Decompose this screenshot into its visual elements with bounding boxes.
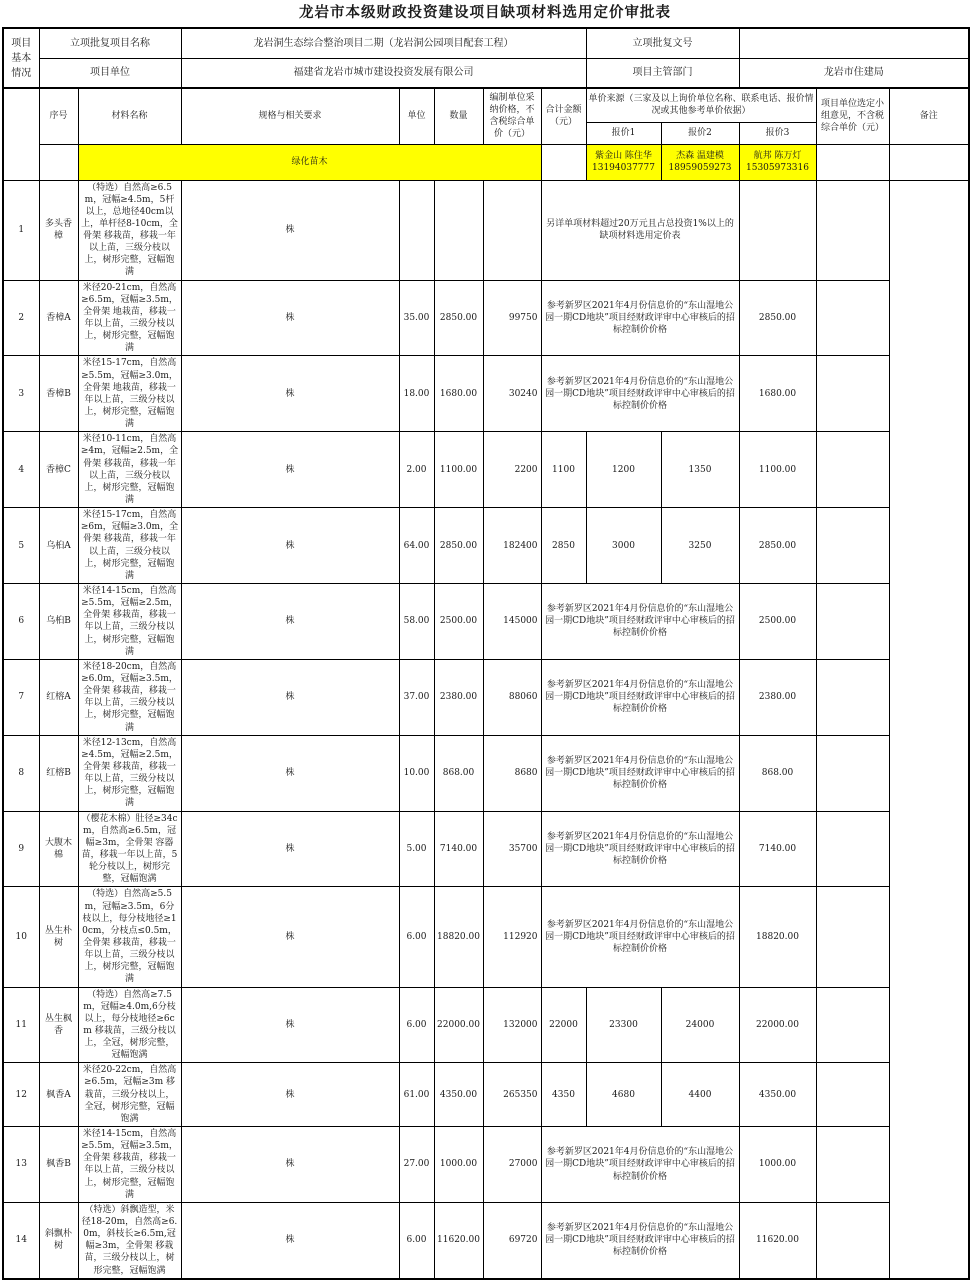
- cell-remark: [816, 1202, 889, 1278]
- approval-doc-no-label: 立项批复文号: [586, 28, 739, 58]
- quote1-contact-cell: [586, 144, 661, 180]
- cell-seq: 7: [3, 659, 39, 735]
- cell-quote3: 1350: [661, 432, 739, 508]
- col-header-quote3: 报价3: [739, 122, 816, 144]
- cell-opinion: 1000.00: [739, 1127, 816, 1203]
- cell-qty: 61.00: [399, 1063, 434, 1127]
- cell-remark: [816, 1127, 889, 1203]
- cell-unit: 株: [181, 584, 399, 660]
- cell-quote2: 3000: [586, 508, 661, 584]
- competent-dept-label: 项目主管部门: [586, 58, 739, 88]
- cell-seq: 14: [3, 1202, 39, 1278]
- cell-total: 88060: [483, 659, 541, 735]
- cell-unit: 株: [181, 356, 399, 432]
- cell-quote1: 2850: [541, 508, 586, 584]
- cell-opinion: [739, 180, 816, 280]
- cell-opinion: 1680.00: [739, 356, 816, 432]
- cell-spec: 米径14-15cm，自然高≥5.5m，冠幅≥2.5m，全骨架 移栽苗，移栽一年以上苗，三级分枝以上，树形完整，冠幅饱满: [78, 584, 181, 660]
- cell-opinion: 7140.00: [739, 811, 816, 887]
- table-header-row: [3, 88, 969, 122]
- cell-quote2: 4680: [586, 1063, 661, 1127]
- material-row: [3, 987, 969, 1063]
- quote2-contact-phone: 18959059273: [668, 163, 732, 173]
- cell-seq: 5: [3, 508, 39, 584]
- quote3-contact-name: 航邦 陈万灯: [753, 150, 802, 161]
- cell-total: 27000: [483, 1127, 541, 1203]
- cell-spec: 米径15-17cm，自然高≥5.5m，冠幅≥3.0m，全骨架 地栽苗，移栽一年以上苗，三级分枝以上，树形完整，冠幅饱满: [78, 356, 181, 432]
- col-header-spec: 规格与相关要求: [181, 88, 399, 144]
- cell-unit: 株: [181, 811, 399, 887]
- basic-info-row-1: [3, 28, 969, 58]
- material-row: [3, 280, 969, 356]
- cell-total: 99750: [483, 280, 541, 356]
- cell-spec: 米径15-17cm，自然高≥6m，冠幅≥3.0m，全骨架 移栽苗，移栽一年以上苗，三级分枝以上，树形完整，冠幅饱满: [78, 508, 181, 584]
- cell-opinion: 2380.00: [739, 659, 816, 735]
- cell-spec: 米径10-11cm，自然高≥4m，冠幅≥2.5m，全骨架 移栽苗，移栽一年以上苗，三级分枝以上，树形完整，冠幅饱满: [78, 432, 181, 508]
- col-header-total: 合计金额（元）: [541, 88, 586, 144]
- approval-doc-no-value: [739, 28, 969, 58]
- cell-opinion: 22000.00: [739, 987, 816, 1063]
- col-header-source: 单价来源（三家及以上询价单位名称、联系电话、报价情况或其他参考单价依据）: [586, 88, 816, 122]
- cell-qty: 64.00: [399, 508, 434, 584]
- cell-unit: 株: [181, 1202, 399, 1278]
- cell-seq: 12: [3, 1063, 39, 1127]
- cell-price-source: 参考新罗区2021年4月份信息价的“东山湿地公园一期CD地块”项目经财政评审中心审核后的招标控制价价格: [541, 659, 739, 735]
- col-header-seq: 序号: [39, 88, 78, 144]
- cell-remark: [816, 1063, 889, 1127]
- cell-opinion: 868.00: [739, 735, 816, 811]
- cell-quote3: 4400: [661, 1063, 739, 1127]
- cell-quote1: 4350: [541, 1063, 586, 1127]
- material-row: [3, 1063, 969, 1127]
- cell-opinion: 2850.00: [739, 280, 816, 356]
- cell-total: 30240: [483, 356, 541, 432]
- cell-material-name: 乌桕B: [39, 584, 78, 660]
- cell-unit: 株: [181, 432, 399, 508]
- material-row: [3, 180, 969, 280]
- cell-price-source: 参考新罗区2021年4月份信息价的“东山湿地公园一期CD地块”项目经财政评审中心审核后的招标控制价价格: [541, 1127, 739, 1203]
- cell-total: 112920: [483, 887, 541, 987]
- cell-qty: 27.00: [399, 1127, 434, 1203]
- quote3-contact-phone: 15305973316: [746, 163, 809, 173]
- material-row: [3, 584, 969, 660]
- cell-unit: 株: [181, 735, 399, 811]
- project-name-value: 龙岩洞生态综合整治项目二期（龙岩洞公园项目配套工程）: [181, 28, 586, 58]
- col-header-opinion: 项目单位选定小组意见，不含税综合单价（元）: [816, 88, 889, 144]
- project-unit-label: 项目单位: [39, 58, 181, 88]
- competent-dept-value: 龙岩市住建局: [739, 58, 969, 88]
- cell-total: 132000: [483, 987, 541, 1063]
- category-opinion-cell: [816, 144, 889, 180]
- category-row: [3, 144, 969, 180]
- cell-unit: 株: [181, 1063, 399, 1127]
- cell-spec: （樱花木棉）肚径≥34cm，自然高≥6.5m，冠幅≥3m，全骨架 容器苗，移栽一年以上苗，5轮分枝以上，树形完整，冠幅饱满: [78, 811, 181, 887]
- col-header-quote1: 报价1: [586, 122, 661, 144]
- material-row: [3, 887, 969, 987]
- cell-spec: 米径14-15cm，自然高≥5.5m，冠幅≥3.5m，全骨架 移栽苗，移栽一年以上苗，三级分枝以上，树形完整，冠幅饱满: [78, 1127, 181, 1203]
- cell-price: 1100.00: [434, 432, 483, 508]
- cell-quote1: 22000: [541, 987, 586, 1063]
- category-seq-cell: [39, 144, 78, 180]
- cell-price: 1000.00: [434, 1127, 483, 1203]
- project-unit-value: 福建省龙岩市城市建设投资发展有限公司: [181, 58, 586, 88]
- document-title: 龙岩市本级财政投资建设项目缺项材料选用定价审批表: [299, 4, 671, 21]
- cell-unit: 株: [181, 280, 399, 356]
- cell-total: 145000: [483, 584, 541, 660]
- cell-remark: [816, 887, 889, 987]
- cell-material-name: 丛生朴树: [39, 887, 78, 987]
- category-name-cell: 绿化苗木: [78, 144, 541, 180]
- col-header-qty: 数量: [434, 88, 483, 144]
- cell-price: 868.00: [434, 735, 483, 811]
- cell-price: 2380.00: [434, 659, 483, 735]
- cell-price: 22000.00: [434, 987, 483, 1063]
- cell-spec: （特选）自然高≥5.5m，冠幅≥3.5m，6分枝以上，每分枝地径≥10cm，分枝点≤0.5m，全骨架 移栽苗，移栽一年以上苗，三级分枝以上，树形完整，冠幅饱满: [78, 887, 181, 987]
- cell-opinion: 2850.00: [739, 508, 816, 584]
- cell-price-source: 参考新罗区2021年4月份信息价的“东山湿地公园一期CD地块”项目经财政评审中心审核后的招标控制价价格: [541, 811, 739, 887]
- cell-seq: 1: [3, 180, 39, 280]
- cell-total: 182400: [483, 508, 541, 584]
- col-header-material: 材料名称: [78, 88, 181, 144]
- cell-seq: 11: [3, 987, 39, 1063]
- cell-unit: 株: [181, 508, 399, 584]
- cell-unit: 株: [181, 887, 399, 987]
- cell-total: 2200: [483, 432, 541, 508]
- cell-material-name: 多头香樟: [39, 180, 78, 280]
- cell-material-name: 香樟B: [39, 356, 78, 432]
- cell-remark: [816, 432, 889, 508]
- cell-total: 8680: [483, 735, 541, 811]
- cell-spec: 米径20-22cm，自然高≥6.5m，冠幅≥3m 移栽苗，三级分枝以上，全冠，树形完整，冠幅饱满: [78, 1063, 181, 1127]
- cell-qty: 37.00: [399, 659, 434, 735]
- cell-seq: 10: [3, 887, 39, 987]
- cell-price: 11620.00: [434, 1202, 483, 1278]
- cell-remark: [816, 356, 889, 432]
- col-header-quote2: 报价2: [661, 122, 739, 144]
- cell-price: 2850.00: [434, 280, 483, 356]
- cell-unit: 株: [181, 1127, 399, 1203]
- cell-spec: （特选）斜飘造型，米径18-20m，自然高≥6.0m，斜枝长≥6.5m,冠幅≥3m，全骨架 移栽苗，三级分枝以上，树形完整，冠幅饱满: [78, 1202, 181, 1278]
- cell-quote3: 24000: [661, 987, 739, 1063]
- cell-seq: 9: [3, 811, 39, 887]
- quote2-contact-name: 杰森 温建模: [676, 150, 724, 161]
- cell-remark: [816, 659, 889, 735]
- cell-opinion: 2500.00: [739, 584, 816, 660]
- cell-price-source: 参考新罗区2021年4月份信息价的“东山湿地公园一期CD地块”项目经财政评审中心审核后的招标控制价价格: [541, 584, 739, 660]
- cell-price: 1680.00: [434, 356, 483, 432]
- cell-price-source: 参考新罗区2021年4月份信息价的“东山湿地公园一期CD地块”项目经财政评审中心审核后的招标控制价价格: [541, 735, 739, 811]
- cell-opinion: 4350.00: [739, 1063, 816, 1127]
- material-rows: [3, 180, 969, 1279]
- cell-price-source: 参考新罗区2021年4月份信息价的“东山湿地公园一期CD地块”项目经财政评审中心审核后的招标控制价价格: [541, 887, 739, 987]
- cell-price: 2500.00: [434, 584, 483, 660]
- cell-remark: [816, 811, 889, 887]
- material-row: [3, 1127, 969, 1203]
- cell-spec: 米径18-20cm，自然高≥6.0m，冠幅≥3.5m，全骨架 移栽苗，移栽一年以上苗，三级分枝以上，树形完整，冠幅饱满: [78, 659, 181, 735]
- cell-quote2: 23300: [586, 987, 661, 1063]
- cell-material-name: 斜飘朴树: [39, 1202, 78, 1278]
- quote3-contact-cell: [739, 144, 816, 180]
- cell-qty: 5.00: [399, 811, 434, 887]
- cell-material-name: 红榕A: [39, 659, 78, 735]
- cell-material-name: 香樟C: [39, 432, 78, 508]
- cell-total: 69720: [483, 1202, 541, 1278]
- cell-total: [483, 180, 541, 280]
- cell-material-name: 大腹木棉: [39, 811, 78, 887]
- cell-price: 7140.00: [434, 811, 483, 887]
- material-row: [3, 1202, 969, 1278]
- cell-material-name: 红榕B: [39, 735, 78, 811]
- cell-unit: 株: [181, 659, 399, 735]
- cell-material-name: 丛生枫香: [39, 987, 78, 1063]
- cell-remark: [816, 987, 889, 1063]
- cell-seq: 8: [3, 735, 39, 811]
- cell-spec: 米径12-13cm，自然高≥4.5m，冠幅≥2.5m，全骨架 移栽苗，移栽一年以上苗，三级分枝以上，树形完整，冠幅饱满: [78, 735, 181, 811]
- cell-seq: 2: [3, 280, 39, 356]
- cell-unit: 株: [181, 180, 399, 280]
- category-total-cell: [541, 144, 586, 180]
- cell-qty: 35.00: [399, 280, 434, 356]
- cell-material-name: 枫香A: [39, 1063, 78, 1127]
- cell-seq: 3: [3, 356, 39, 432]
- cell-opinion: 1100.00: [739, 432, 816, 508]
- cell-price-source: 参考新罗区2021年4月份信息价的“东山湿地公园一期CD地块”项目经财政评审中心审核后的招标控制价价格: [541, 356, 739, 432]
- cell-unit: 株: [181, 987, 399, 1063]
- cell-qty: 6.00: [399, 887, 434, 987]
- cell-spec: 米径20-21cm，自然高≥6.5m，冠幅≥3.5m，全骨架 地栽苗，移栽一年以上苗，三级分枝以上，树形完整，冠幅饱满: [78, 280, 181, 356]
- material-row: [3, 811, 969, 887]
- basic-info-section-label: 项目基本情况: [3, 28, 39, 88]
- category-remark-cell: [889, 144, 969, 180]
- cell-remark: [816, 508, 889, 584]
- cell-seq: 6: [3, 584, 39, 660]
- cell-price-source: 参考新罗区2021年4月份信息价的“东山湿地公园一期CD地块”项目经财政评审中心审核后的招标控制价价格: [541, 280, 739, 356]
- basic-info-row-2: [3, 58, 969, 88]
- quote1-contact-name: 紫金山 陈住华: [595, 150, 652, 161]
- cell-qty: 6.00: [399, 987, 434, 1063]
- cell-material-name: 枫香B: [39, 1127, 78, 1203]
- cell-seq: 4: [3, 432, 39, 508]
- cell-opinion: 11620.00: [739, 1202, 816, 1278]
- cell-price-source: 另详单项材料超过20万元且占总投资1%以上的缺项材料选用定价表: [541, 180, 739, 280]
- cell-material-name: 乌桕A: [39, 508, 78, 584]
- cell-remark: [816, 735, 889, 811]
- col-header-remark: 备注: [889, 88, 969, 144]
- cell-seq: 13: [3, 1127, 39, 1203]
- material-row: [3, 735, 969, 811]
- quote2-contact-cell: [661, 144, 739, 180]
- cell-remark: [816, 180, 889, 280]
- cell-price: 18820.00: [434, 887, 483, 987]
- cell-quote2: 1200: [586, 432, 661, 508]
- cell-total: 35700: [483, 811, 541, 887]
- material-row: [3, 432, 969, 508]
- project-name-label: 立项批复项目名称: [39, 28, 181, 58]
- col-header-unit: 单位: [399, 88, 434, 144]
- col-header-price: 编制单位采纳价格，不含税综合单价（元）: [483, 88, 541, 144]
- cell-total: 265350: [483, 1063, 541, 1127]
- cell-opinion: 18820.00: [739, 887, 816, 987]
- material-row: [3, 659, 969, 735]
- cell-spec: （特选）自然高≥6.5m，冠幅≥4.5m，5杆以上，总地径40cm以上，单杆径8-10cm，全骨架 移栽苗，移栽一年以上苗，三级分枝以上，树形完整，冠幅饱满: [78, 180, 181, 280]
- cell-price: 2850.00: [434, 508, 483, 584]
- cell-qty: [399, 180, 434, 280]
- material-row: [3, 356, 969, 432]
- cell-qty: 2.00: [399, 432, 434, 508]
- cell-qty: 6.00: [399, 1202, 434, 1278]
- cell-price: [434, 180, 483, 280]
- cell-qty: 58.00: [399, 584, 434, 660]
- cell-quote1: 1100: [541, 432, 586, 508]
- cell-material-name: 香樟A: [39, 280, 78, 356]
- quote1-contact-phone: 13194037777: [592, 163, 655, 173]
- cell-price: 4350.00: [434, 1063, 483, 1127]
- cell-spec: （特选）自然高≥7.5m，冠幅≥4.0m,6分枝以上，每分枝地径≥6cm 移栽苗，三级分枝以上，全冠，树形完整，冠幅饱满: [78, 987, 181, 1063]
- cell-remark: [816, 584, 889, 660]
- cell-remark: [816, 280, 889, 356]
- cell-quote3: 3250: [661, 508, 739, 584]
- approval-table: [2, 27, 970, 1280]
- cell-price-source: 参考新罗区2021年4月份信息价的“东山湿地公园一期CD地块”项目经财政评审中心审核后的招标控制价价格: [541, 1202, 739, 1278]
- material-row: [3, 508, 969, 584]
- left-gutter-cell: [3, 88, 39, 180]
- cell-qty: 18.00: [399, 356, 434, 432]
- cell-qty: 10.00: [399, 735, 434, 811]
